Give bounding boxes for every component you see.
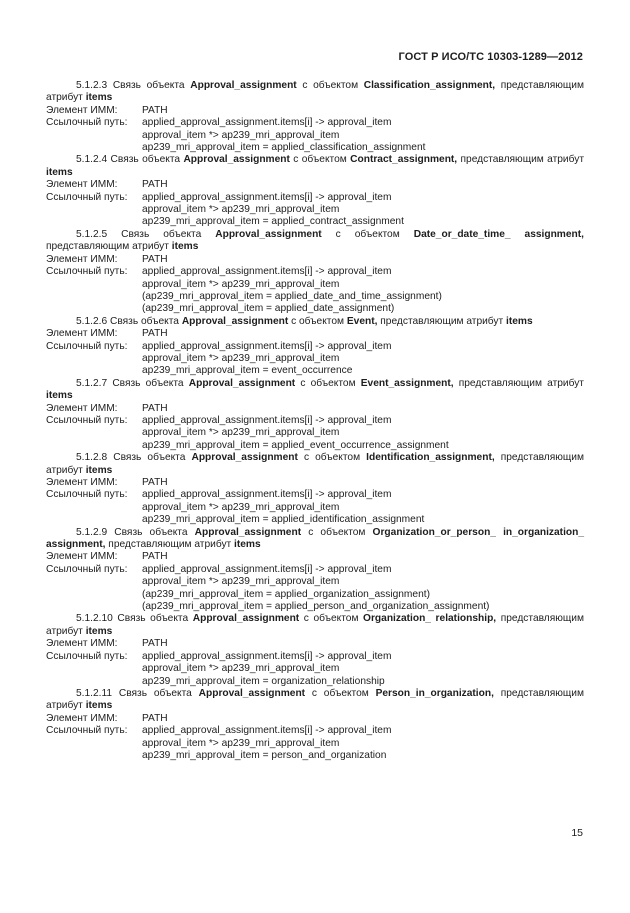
element-label: Элемент ИММ: <box>46 712 118 724</box>
reference-path-label: Ссылочный путь: <box>46 191 128 203</box>
entity-name: Identification_assignment, <box>366 452 495 464</box>
element-row <box>46 328 584 340</box>
section-number: 5.1.2.4 <box>76 154 108 166</box>
mapping-section <box>46 688 584 762</box>
attribute-name: items <box>85 92 113 104</box>
section-heading <box>46 378 584 403</box>
path-line: applied_approval_assignment.items[i] -> approval_item <box>142 340 392 352</box>
attribute-name: items <box>85 700 113 712</box>
heading-text: представляющим атрибут <box>46 452 584 476</box>
reference-path-row <box>46 192 584 204</box>
reference-path-row <box>46 564 584 576</box>
mapping-section <box>46 527 584 614</box>
heading-text: с объектом <box>308 526 366 538</box>
element-value: PATH <box>142 712 168 724</box>
element-value: PATH <box>142 328 168 340</box>
path-line: (ap239_mri_approval_item = applied_date_assignment) <box>142 303 395 315</box>
mapping-section <box>46 229 584 316</box>
section-heading <box>46 452 584 477</box>
section-number: 5.1.2.10 <box>76 613 113 625</box>
heading-text: Связь объекта <box>113 452 186 464</box>
attribute-name: items <box>46 390 73 402</box>
entity-name: Approval_assignment <box>194 526 302 538</box>
entity-name: Event, <box>346 315 378 327</box>
heading-text: с объектом <box>335 228 400 240</box>
mapping-section <box>46 316 584 378</box>
element-label: Элемент ИММ: <box>46 328 118 340</box>
standard-header: ГОСТ Р ИСО/ТС 10303-1289—2012 <box>398 51 583 63</box>
heading-text: Связь объекта <box>112 80 185 91</box>
entity-name: Contract_assignment, <box>350 154 458 166</box>
section-number: 5.1.2.7 <box>76 377 108 389</box>
heading-text: с объектом <box>302 80 359 91</box>
entity-name: Classification_assignment, <box>363 80 496 91</box>
reference-path-row <box>46 651 584 663</box>
mapping-section <box>46 154 584 228</box>
heading-text: с объектом <box>300 377 356 389</box>
section-number: 5.1.2.6 <box>76 315 108 327</box>
attribute-name: items <box>234 539 261 551</box>
section-heading <box>46 316 584 328</box>
reference-path-label: Ссылочный путь: <box>46 117 128 129</box>
heading-text: Связь объекта <box>117 613 189 625</box>
attribute-name: items <box>85 625 113 637</box>
element-label: Элемент ИММ: <box>46 638 118 650</box>
reference-path-label: Ссылочный путь: <box>46 650 128 662</box>
reference-path-label: Ссылочный путь: <box>46 725 128 737</box>
path-line: (ap239_mri_approval_item = applied_person_and_organization_assignment) <box>142 601 490 613</box>
mapping-section <box>46 378 584 452</box>
heading-text: Связь объекта <box>114 526 188 538</box>
path-line: (ap239_mri_approval_item = applied_organization_assignment) <box>142 588 430 600</box>
path-line: ap239_mri_approval_item = event_occurrence <box>142 365 353 377</box>
path-line: approval_item *> ap239_mri_approval_item <box>142 501 340 513</box>
heading-text: Связь объекта <box>121 228 202 240</box>
element-row <box>46 713 584 725</box>
element-value: PATH <box>142 179 168 191</box>
path-line: ap239_mri_approval_item = person_and_organization <box>142 749 387 761</box>
path-line: ap239_mri_approval_item = applied_contract_assignment <box>142 216 404 228</box>
path-line: approval_item *> ap239_mri_approval_item <box>142 663 340 675</box>
path-line: applied_approval_assignment.items[i] -> approval_item <box>142 563 392 575</box>
element-row <box>46 638 584 650</box>
section-heading <box>46 229 584 254</box>
heading-text: представляющим атрибут <box>46 613 584 637</box>
entity-name: Approval_assignment <box>198 687 306 699</box>
element-label: Элемент ИММ: <box>46 477 118 488</box>
element-label: Элемент ИММ: <box>46 104 118 116</box>
element-row <box>46 477 584 489</box>
element-value: PATH <box>142 104 168 116</box>
attribute-name: items <box>171 241 199 253</box>
element-value: PATH <box>142 638 168 650</box>
reference-path-label: Ссылочный путь: <box>46 414 128 426</box>
element-row <box>46 179 584 191</box>
section-number: 5.1.2.3 <box>76 80 108 91</box>
entity-name: Approval_assignment <box>191 452 298 464</box>
reference-path-label: Ссылочный путь: <box>46 340 128 352</box>
heading-text: представляющим атрибут <box>108 539 232 551</box>
path-line: approval_item *> ap239_mri_approval_item <box>142 352 340 364</box>
element-label: Элемент ИММ: <box>46 402 118 414</box>
path-line: approval_item *> ap239_mri_approval_item <box>142 737 340 749</box>
heading-text: представляющим атрибут <box>460 154 584 166</box>
section-heading <box>46 80 584 105</box>
element-row <box>46 403 584 415</box>
page-number: 15 <box>571 827 583 839</box>
entity-name: Approval_assignment <box>181 315 289 327</box>
section-number: 5.1.2.8 <box>76 452 108 464</box>
path-line: applied_approval_assignment.items[i] -> approval_item <box>142 191 392 203</box>
section-heading <box>46 527 584 552</box>
path-line: approval_item *> ap239_mri_approval_item <box>142 427 340 439</box>
heading-text: Связь объекта <box>112 377 184 389</box>
attribute-name: items <box>85 464 113 476</box>
entity-name: Person_in_organization, <box>375 687 494 699</box>
heading-text: с объектом <box>291 315 345 327</box>
element-row <box>46 105 584 117</box>
element-value: PATH <box>142 477 168 488</box>
path-line: ap239_mri_approval_item = organization_relationship <box>142 675 385 687</box>
heading-text: Связь объекта <box>110 315 179 327</box>
heading-text: представляющим атрибут <box>458 377 584 389</box>
reference-path-row <box>46 266 584 278</box>
entity-name: Event_assignment, <box>360 377 454 389</box>
reference-path-row <box>46 415 584 427</box>
heading-text: с объектом <box>303 613 359 625</box>
path-line: ap239_mri_approval_item = applied_event_occurrence_assignment <box>142 439 449 451</box>
heading-text: Связь объекта <box>118 687 192 699</box>
path-line: approval_item *> ap239_mri_approval_item <box>142 129 340 141</box>
attribute-name: items <box>506 315 533 327</box>
path-line: applied_approval_assignment.items[i] -> approval_item <box>142 266 392 278</box>
reference-path-label: Ссылочный путь: <box>46 266 128 278</box>
path-line: ap239_mri_approval_item = applied_identification_assignment <box>142 514 425 526</box>
heading-text: представляющим атрибут <box>46 241 169 253</box>
element-value: PATH <box>142 551 168 563</box>
reference-path-label: Ссылочный путь: <box>46 489 128 501</box>
path-line: approval_item *> ap239_mri_approval_item <box>142 278 340 290</box>
document-body <box>46 80 584 762</box>
entity-name: Approval_assignment <box>215 228 322 240</box>
entity-name: Organization_or_person_ in_organization_ assignment, <box>46 526 585 551</box>
path-line: applied_approval_assignment.items[i] -> approval_item <box>142 117 392 129</box>
section-number: 5.1.2.11 <box>76 687 113 699</box>
section-heading <box>46 688 584 713</box>
path-line: applied_approval_assignment.items[i] -> approval_item <box>142 650 392 662</box>
entity-name: Approval_assignment <box>188 377 296 389</box>
section-heading <box>46 154 584 179</box>
reference-path-row <box>46 489 584 501</box>
element-value: PATH <box>142 402 168 414</box>
entity-name: Date_or_date_time_ assignment, <box>413 228 584 240</box>
mapping-section <box>46 80 584 154</box>
path-line: ap239_mri_approval_item = applied_classification_assignment <box>142 142 426 154</box>
reference-path-row <box>46 117 584 129</box>
path-line: approval_item *> ap239_mri_approval_item <box>142 204 340 216</box>
mapping-section <box>46 613 584 687</box>
entity-name: Approval_assignment <box>183 154 290 166</box>
heading-text: Связь объекта <box>110 154 181 166</box>
section-number: 5.1.2.9 <box>76 526 108 538</box>
path-line: applied_approval_assignment.items[i] -> approval_item <box>142 725 392 737</box>
element-label: Элемент ИММ: <box>46 551 118 563</box>
entity-name: Approval_assignment <box>190 80 297 91</box>
reference-path-row <box>46 725 584 737</box>
attribute-name: items <box>46 166 73 178</box>
reference-path-row <box>46 341 584 353</box>
heading-text: представляющим атрибут <box>380 315 504 327</box>
entity-name: Approval_assignment <box>192 613 300 625</box>
path-line: applied_approval_assignment.items[i] -> approval_item <box>142 489 392 501</box>
element-label: Элемент ИММ: <box>46 179 118 191</box>
path-line: approval_item *> ap239_mri_approval_item <box>142 576 340 588</box>
heading-text: с объектом <box>293 154 347 166</box>
section-number: 5.1.2.5 <box>76 228 108 240</box>
heading-text: с объектом <box>303 452 361 464</box>
heading-text: представляющим атрибут <box>46 687 584 712</box>
reference-path-label: Ссылочный путь: <box>46 563 128 575</box>
entity-name: Organization_ relationship, <box>363 613 497 625</box>
element-row <box>46 254 584 266</box>
mapping-section <box>46 452 584 526</box>
heading-text: с объектом <box>311 687 369 699</box>
element-label: Элемент ИММ: <box>46 253 118 265</box>
element-row <box>46 551 584 563</box>
path-line: (ap239_mri_approval_item = applied_date_and_time_assignment) <box>142 290 442 302</box>
path-line: applied_approval_assignment.items[i] -> approval_item <box>142 414 392 426</box>
element-value: PATH <box>142 253 168 265</box>
section-heading <box>46 613 584 638</box>
heading-text: представляющим атрибут <box>46 80 584 104</box>
